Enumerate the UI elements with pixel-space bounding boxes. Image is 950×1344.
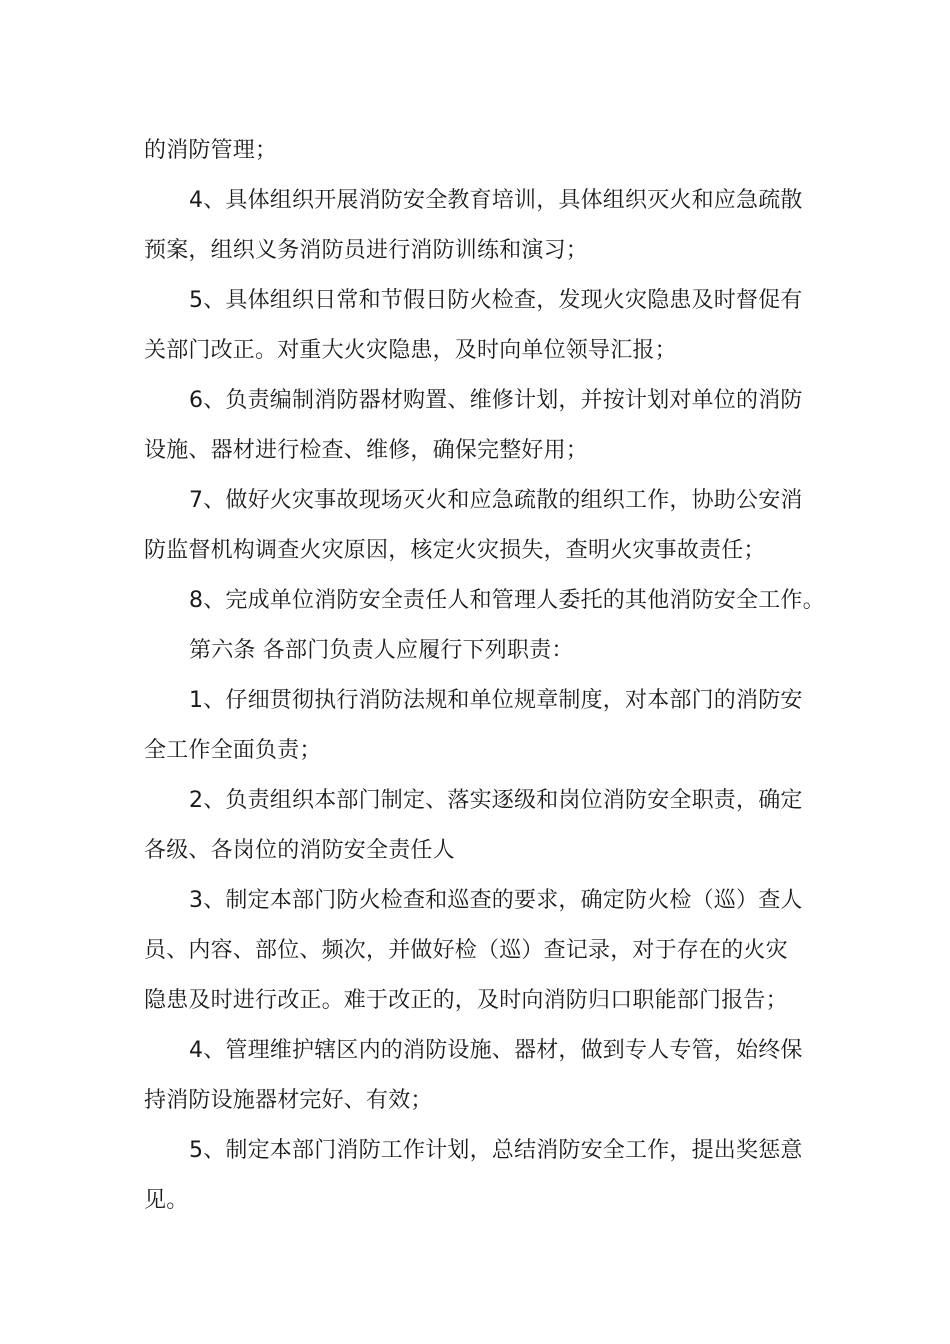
text-line: 各级、各岗位的消防安全责任人 [144, 838, 455, 863]
text-line: 5、制定本部门消防工作计划，总结消防安全工作，提出奖惩意 [189, 1138, 803, 1163]
text-line: 的消防管理； [144, 138, 278, 163]
text-line: 2、负责组织本部门制定、落实逐级和岗位消防安全职责，确定 [189, 788, 803, 813]
text-line: 3、制定本部门防火检查和巡查的要求，确定防火检（巡）查人 [189, 888, 803, 913]
text-line: 员、内容、部位、频次，并做好检（巡）查记录，对于存在的火灾 [144, 938, 788, 963]
text-line: 关部门改正。对重大火灾隐患，及时向单位领导汇报； [144, 338, 677, 363]
text-line: 8、完成单位消防安全责任人和管理人委托的其他消防安全工作。 [189, 588, 825, 613]
text-line: 设施、器材进行检查、维修，确保完整好用； [144, 438, 589, 463]
text-line: 4、具体组织开展消防安全教育培训，具体组织灭火和应急疏散 [189, 188, 803, 213]
section-heading: 第六条 各部门负责人应履行下列职责： [189, 638, 574, 663]
text-line: 7、做好火灾事故现场灭火和应急疏散的组织工作，协助公安消 [189, 488, 803, 513]
text-line: 见。 [144, 1188, 189, 1213]
text-line: 4、管理维护辖区内的消防设施、器材，做到专人专管，始终保 [189, 1038, 803, 1063]
text-line: 全工作全面负责； [144, 738, 322, 763]
text-line: 1、仔细贯彻执行消防法规和单位规章制度，对本部门的消防安 [189, 688, 803, 713]
text-line: 持消防设施器材完好、有效； [144, 1088, 433, 1113]
text-line: 5、具体组织日常和节假日防火检查，发现火灾隐患及时督促有 [189, 288, 803, 313]
text-line: 预案，组织义务消防员进行消防训练和演习； [144, 238, 589, 263]
document-page [144, 126, 825, 1226]
text-line: 隐患及时进行改正。难于改正的，及时向消防归口职能部门报告； [144, 988, 788, 1013]
text-line: 6、负责编制消防器材购置、维修计划，并按计划对单位的消防 [189, 388, 803, 413]
text-line: 防监督机构调查火灾原因，核定火灾损失，查明火灾事故责任； [144, 538, 766, 563]
